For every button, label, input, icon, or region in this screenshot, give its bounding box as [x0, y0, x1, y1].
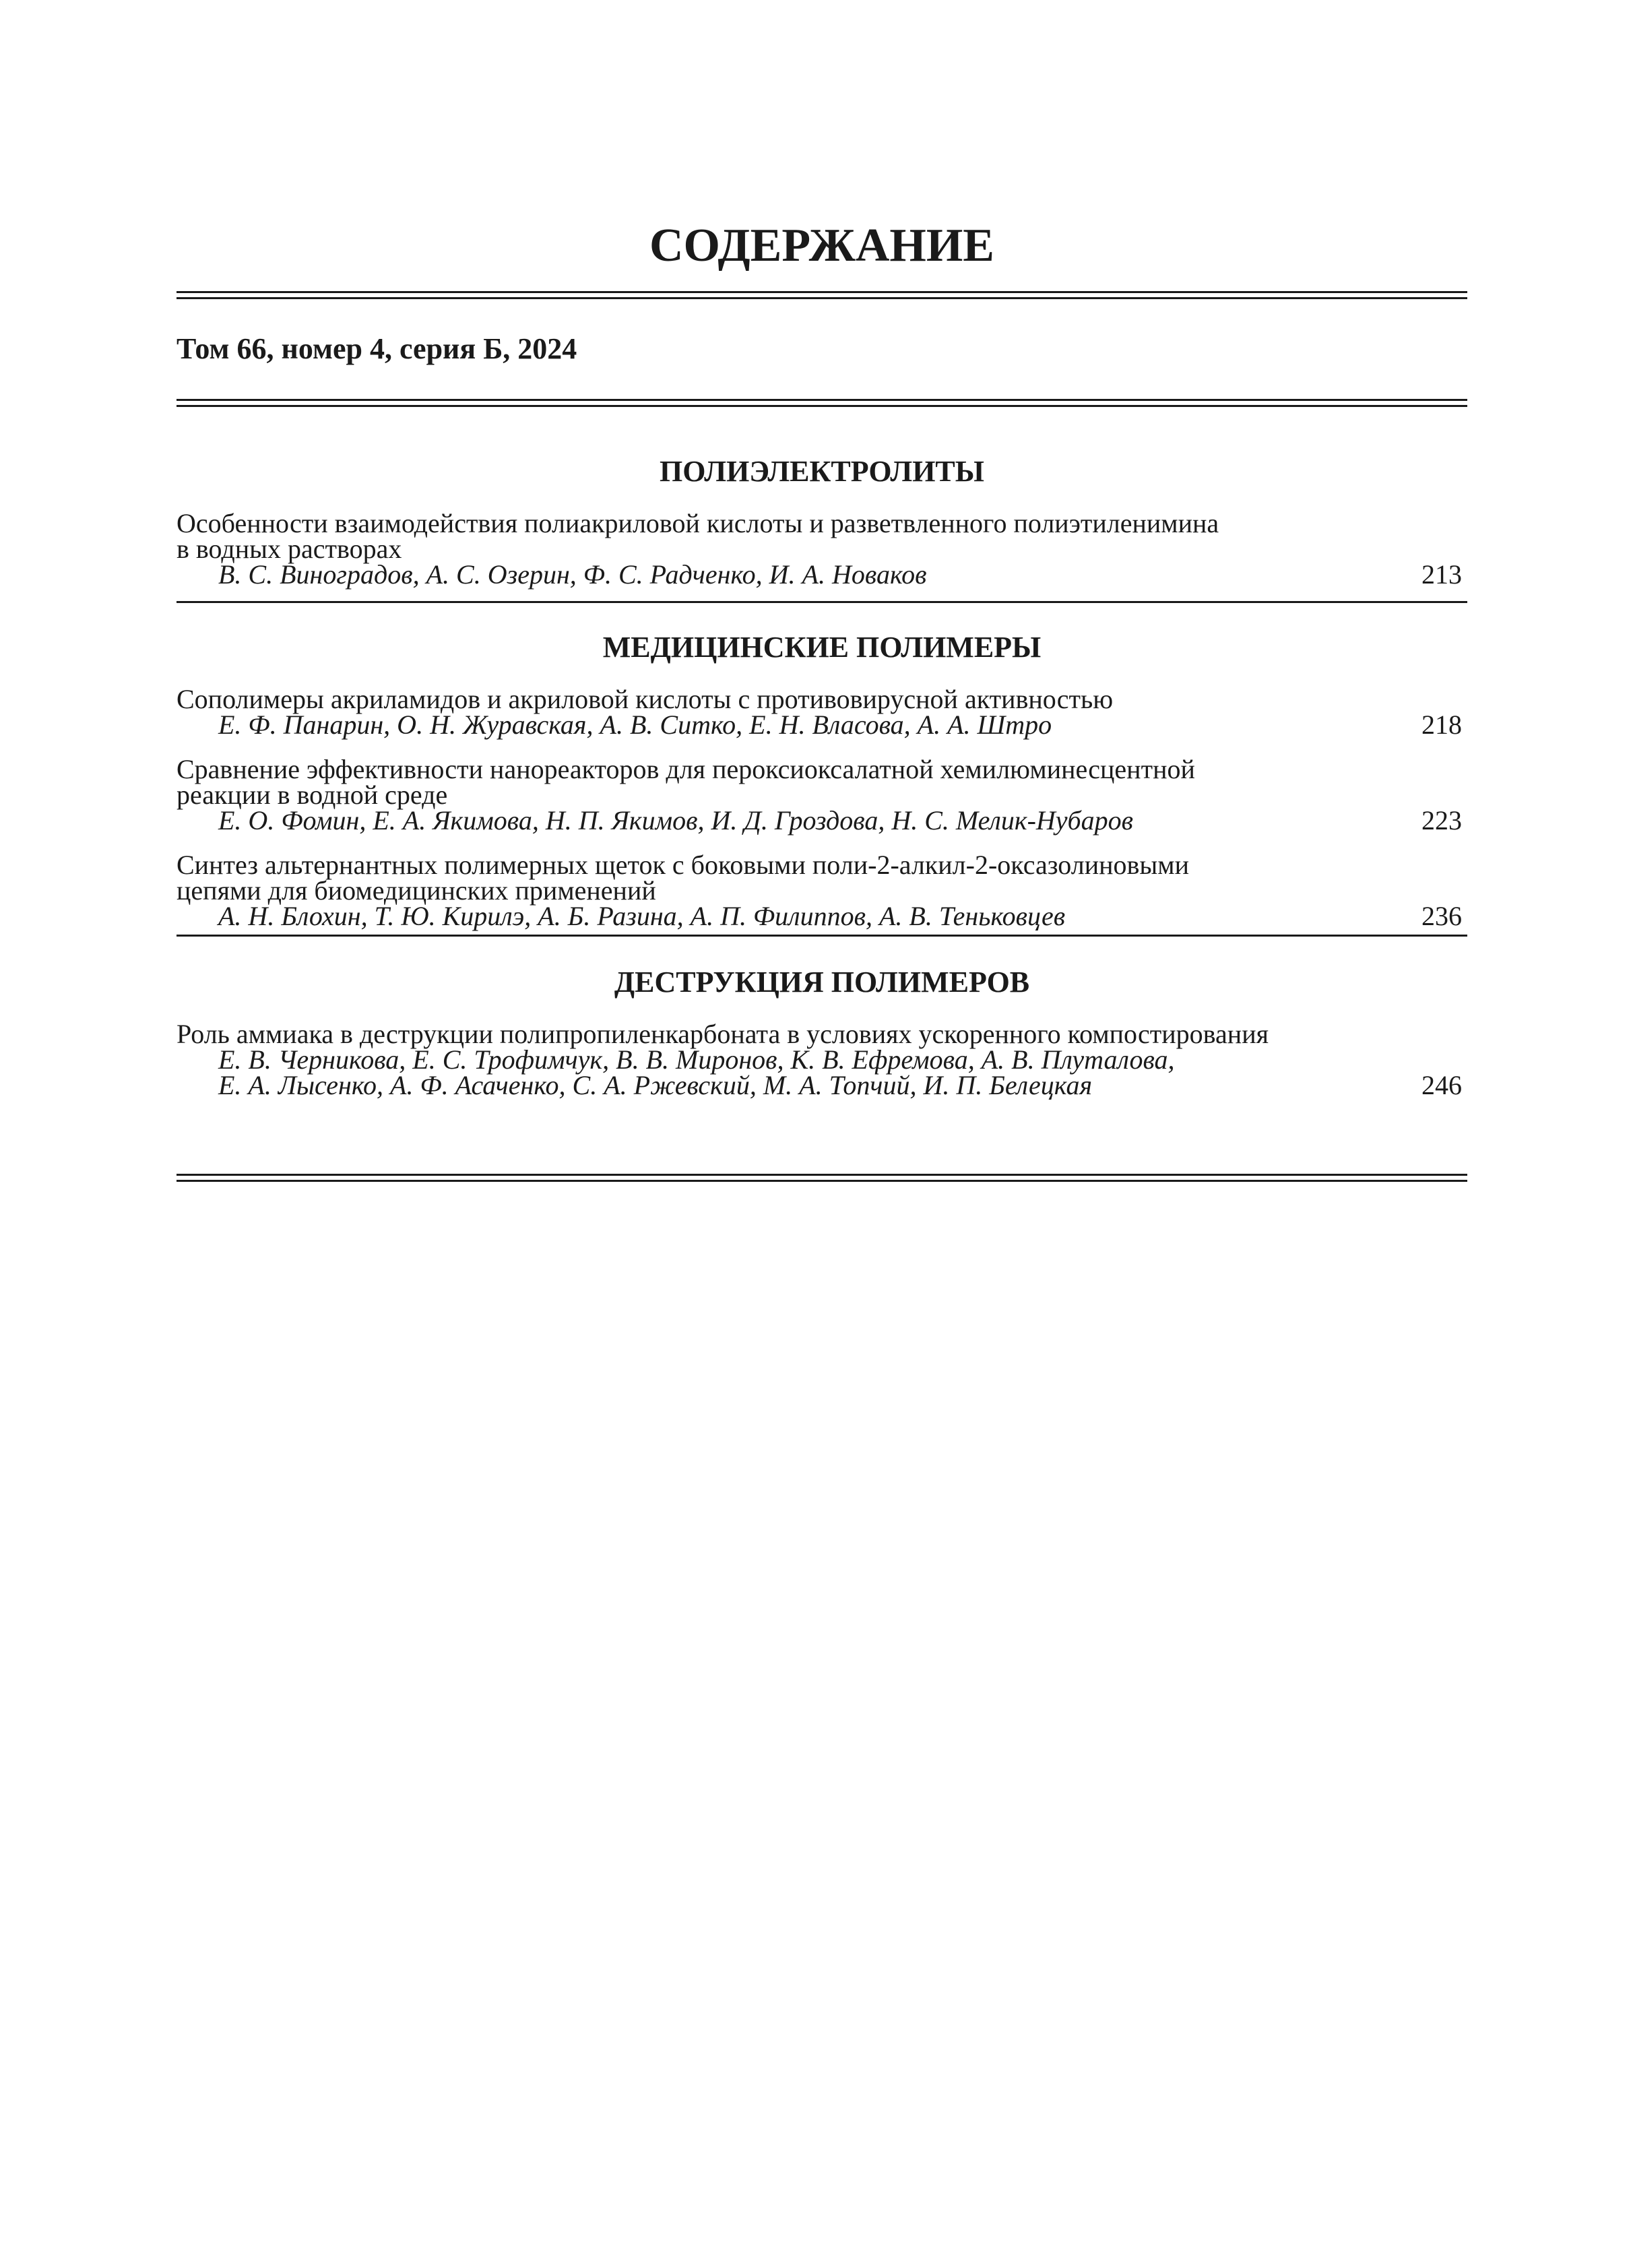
section-title: МЕДИЦИНСКИЕ ПОЛИМЕРЫ [602, 631, 1042, 664]
toc-entry[interactable] [177, 1021, 1467, 1098]
article-title [177, 754, 1467, 810]
end-rule [177, 1174, 1467, 1182]
article-title-line: Роль аммиака в деструкции полипропиленкарбоната в условиях ускоренного компостирования [177, 1019, 1269, 1049]
article-title-line: цепями для биомедицинских применений [177, 875, 656, 906]
article-title [177, 1021, 1467, 1047]
section-polymer-destruction [177, 968, 1467, 1098]
article-title-line: Сополимеры акриламидов и акриловой кислоты с противовирусной активностью [177, 684, 1114, 714]
section-divider [177, 601, 1467, 603]
title-rule [177, 291, 1467, 299]
article-title-line: в водных растворах [177, 534, 402, 564]
article-authors: А. Н. Блохин, Т. Ю. Кирилэ, А. Б. Разина, А. П. Филиппов, А. В. Теньковцев [218, 901, 1066, 931]
section-medical-polymers [177, 633, 1467, 929]
issue-info: Том 66, номер 4, серия Б, 2024 [177, 332, 577, 365]
toc-entry[interactable] [177, 508, 1467, 590]
article-title-line: Синтез альтернантных полимерных щеток с боковыми поли-2-алкил-2-оксазолиновыми [177, 850, 1190, 880]
page-number: 223 [1421, 805, 1462, 836]
article-title [177, 508, 1467, 564]
toc-entry[interactable] [177, 754, 1467, 836]
article-authors: Е. А. Лысенко, А. Ф. Асаченко, С. А. Ржевский, М. А. Топчий, И. П. Белецкая [218, 1070, 1093, 1100]
authors-row [177, 712, 1467, 738]
article-title-line: Особенности взаимодействия полиакриловой кислоты и разветвленного полиэтиленимина [177, 508, 1219, 538]
authors-row [177, 901, 1467, 931]
page-number: 218 [1421, 710, 1462, 740]
page-number: 246 [1421, 1070, 1462, 1100]
article-authors: Е. В. Черникова, Е. С. Трофимчук, В. В. Миронов, К. В. Ефремова, А. В. Плуталова, [218, 1044, 1175, 1075]
article-authors: В. С. Виноградов, А. С. Озерин, Ф. С. Радченко, И. А. Новаков [218, 559, 927, 590]
section-divider [177, 935, 1467, 937]
section-polyelectrolytes [177, 457, 1467, 588]
contents-page [177, 222, 1467, 1182]
toc-entry[interactable] [177, 684, 1467, 740]
article-title [177, 852, 1467, 904]
article-authors: Е. О. Фомин, Е. А. Якимова, Н. П. Якимов, И. Д. Гроздова, Н. С. Мелик-Нубаров [218, 805, 1134, 836]
article-title [177, 684, 1467, 714]
article-title-line: Сравнение эффективности нанореакторов для пероксиоксалатной хемилюминесцентной [177, 754, 1195, 784]
article-title-line: реакции в водной среде [177, 780, 448, 810]
page-number: 236 [1421, 901, 1462, 931]
toc-entry[interactable] [177, 852, 1467, 929]
section-title: ПОЛИЭЛЕКТРОЛИТЫ [660, 455, 984, 488]
section-title: ДЕСТРУКЦИЯ ПОЛИМЕРОВ [614, 966, 1030, 999]
authors-row [177, 805, 1467, 836]
article-authors: Е. Ф. Панарин, О. Н. Журавская, А. В. Ситко, Е. Н. Власова, А. А. Штро [218, 710, 1052, 740]
page-number: 213 [1421, 559, 1462, 590]
issue-rule [177, 399, 1467, 407]
authors-row [177, 1070, 1467, 1100]
authors-row [177, 559, 1467, 590]
page-title: СОДЕРЖАНИЕ [649, 220, 994, 272]
